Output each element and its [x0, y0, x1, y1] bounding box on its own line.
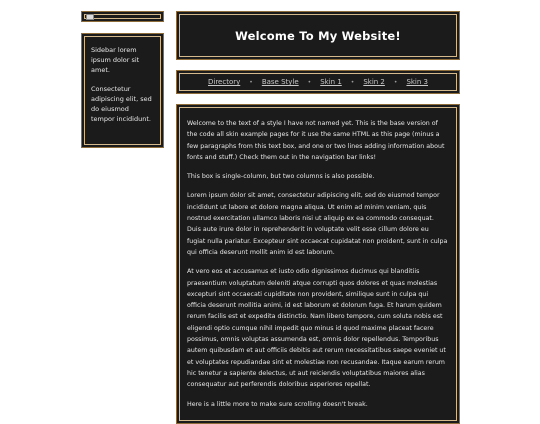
- nav-separator: •: [307, 78, 312, 86]
- nav-separator: •: [350, 78, 355, 86]
- content-paragraph: This box is single-column, but two columns is also possible.: [187, 173, 375, 181]
- header: [176, 11, 460, 60]
- nav-link-skin-3[interactable]: Skin 3: [406, 78, 428, 86]
- nav-link-skin-1[interactable]: Skin 1: [320, 78, 342, 86]
- navigation-bar: [176, 70, 460, 94]
- sidebar-text: Consectetur adipiscing elit, sed do eiusmod tempor incididunt.: [91, 85, 152, 123]
- site-title: Welcome To My Website!: [235, 28, 401, 43]
- content-paragraph: At vero eos et accusamus et iusto odio dignissimos ducimus qui blanditiis praesentium voluptatum deleniti atque corrupti quos dolores et quas molestias excepturi sint occaecati cupiditate non provident, similique sunt in culpa qui officia deserunt mollitia animi, id est laborum et dolorum fuga. Et harum quidem rerum facilis est et expedita distinctio. Nam libero tempore, cum soluta nobis est eligendi optio cumque nihil impedit quo minus id quod maxime placeat facere possimus, omnis voluptas assumenda est, omnis dolor repellendus. Temporibus autem quibusdam et aut officiis debitis aut rerum necessitatibus saepe eveniet ut et voluptates repudiandae sint et molestiae non recusandae. Itaque earum rerum hic tenetur a sapiente delectus, ut aut reiciendis voluptatibus maiores alias consequatur aut perferendis doloribus asperiores repellat.: [187, 268, 446, 389]
- nav-link-directory[interactable]: Directory: [208, 78, 241, 86]
- logo-box: [81, 11, 164, 22]
- content-paragraph: Welcome to the text of a style I have not named yet. This is the base version of the code all skin example pages for it use the same HTML as this page (minus a few paragraphs from this text box, and one or two lines adding information about fonts and stuff.) Check them out in the navigation bar links!: [187, 120, 445, 161]
- nav-separator: •: [249, 78, 253, 86]
- nav-separator: •: [393, 78, 398, 86]
- broken-image-icon: [86, 14, 94, 20]
- content-paragraph: Lorem ipsum dolor sit amet, consectetur adipiscing elit, sed do eiusmod tempor incididunt ut labore et dolore magna aliqua. Ut enim ad minim veniam, quis nostrud exercitation ullamco laboris nisi ut aliquip ex ea commodo consequat. Duis aute irure dolor in reprehenderit in voluptate velit esse cillum dolore eu fugiat nulla pariatur. Excepteur sint occaecat cupidatat non proident, sunt in culpa qui officia deserunt mollit anim id est laborum.: [187, 192, 448, 256]
- nav-link-base-style[interactable]: Base Style: [261, 78, 299, 86]
- sidebar: [81, 33, 164, 148]
- main-content[interactable]: [176, 104, 460, 424]
- sidebar-text: Sidebar lorem ipsum dolor sit amet.: [91, 46, 140, 74]
- content-paragraph: Here is a little more to make sure scrolling doesn't break.: [187, 400, 368, 408]
- nav-link-skin-2[interactable]: Skin 2: [363, 78, 385, 86]
